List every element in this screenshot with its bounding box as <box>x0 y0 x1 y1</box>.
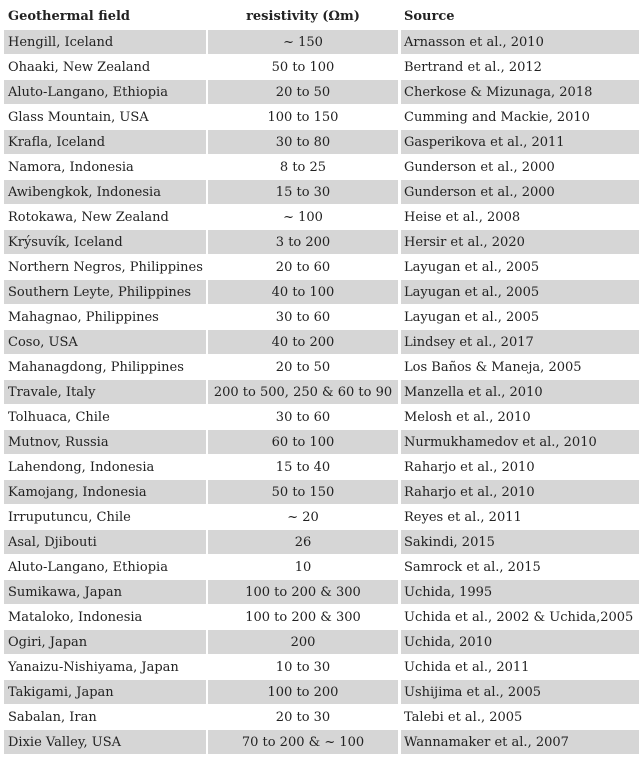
cell-source: Nurmukhamedov et al., 2010 <box>401 430 639 455</box>
cell-source: Layugan et al., 2005 <box>401 255 639 280</box>
cell-source: Los Baños & Maneja, 2005 <box>401 355 639 380</box>
cell-resistivity: 40 to 200 <box>208 330 398 355</box>
cell-geothermal-field: Rotokawa, New Zealand <box>4 205 206 230</box>
table-row <box>4 30 639 55</box>
table-body <box>4 30 639 755</box>
table-row <box>4 655 639 680</box>
table-row <box>4 705 639 730</box>
cell-resistivity: 40 to 100 <box>208 280 398 305</box>
cell-source: Bertrand et al., 2012 <box>401 55 639 80</box>
cell-geothermal-field: Mutnov, Russia <box>4 430 206 455</box>
table-row <box>4 580 639 605</box>
cell-source: Layugan et al., 2005 <box>401 305 639 330</box>
header-geothermal-field: Geothermal field <box>4 4 206 30</box>
cell-geothermal-field: Takigami, Japan <box>4 680 206 705</box>
cell-geothermal-field: Lahendong, Indonesia <box>4 455 206 480</box>
table-row <box>4 180 639 205</box>
cell-resistivity: 15 to 40 <box>208 455 398 480</box>
cell-resistivity: 8 to 25 <box>208 155 398 180</box>
table-row <box>4 455 639 480</box>
cell-source: Samrock et al., 2015 <box>401 555 639 580</box>
cell-resistivity: 100 to 150 <box>208 105 398 130</box>
table-row <box>4 205 639 230</box>
cell-geothermal-field: Aluto-Langano, Ethiopia <box>4 555 206 580</box>
cell-resistivity: 20 to 60 <box>208 255 398 280</box>
cell-source: Wannamaker et al., 2007 <box>401 730 639 755</box>
table-row <box>4 255 639 280</box>
table-row <box>4 505 639 530</box>
cell-source: Cherkose & Mizunaga, 2018 <box>401 80 639 105</box>
cell-geothermal-field: Mahagnao, Philippines <box>4 305 206 330</box>
table-row <box>4 355 639 380</box>
cell-source: Manzella et al., 2010 <box>401 380 639 405</box>
cell-source: Layugan et al., 2005 <box>401 280 639 305</box>
cell-geothermal-field: Coso, USA <box>4 330 206 355</box>
table-row <box>4 380 639 405</box>
cell-geothermal-field: Aluto-Langano, Ethiopia <box>4 80 206 105</box>
table-header-row <box>4 4 639 30</box>
cell-resistivity: 50 to 100 <box>208 55 398 80</box>
cell-source: Reyes et al., 2011 <box>401 505 639 530</box>
cell-resistivity: 30 to 60 <box>208 305 398 330</box>
table-row <box>4 630 639 655</box>
cell-resistivity: 100 to 200 & 300 <box>208 580 398 605</box>
cell-resistivity: 100 to 200 & 300 <box>208 605 398 630</box>
table-row <box>4 105 639 130</box>
cell-source: Uchida, 1995 <box>401 580 639 605</box>
cell-geothermal-field: Krafla, Iceland <box>4 130 206 155</box>
cell-resistivity: 30 to 80 <box>208 130 398 155</box>
cell-geothermal-field: Northern Negros, Philippines <box>4 255 206 280</box>
cell-resistivity: 20 to 30 <box>208 705 398 730</box>
cell-source: Talebi et al., 2005 <box>401 705 639 730</box>
cell-resistivity: 20 to 50 <box>208 355 398 380</box>
cell-geothermal-field: Yanaizu-Nishiyama, Japan <box>4 655 206 680</box>
table-row <box>4 55 639 80</box>
cell-geothermal-field: Mataloko, Indonesia <box>4 605 206 630</box>
cell-source: Uchida et al., 2002 & Uchida,2005 <box>401 605 639 630</box>
cell-geothermal-field: Hengill, Iceland <box>4 30 206 55</box>
cell-resistivity: 10 to 30 <box>208 655 398 680</box>
cell-source: Cumming and Mackie, 2010 <box>401 105 639 130</box>
cell-resistivity: 3 to 200 <box>208 230 398 255</box>
cell-resistivity: 50 to 150 <box>208 480 398 505</box>
table-row <box>4 555 639 580</box>
cell-geothermal-field: Ohaaki, New Zealand <box>4 55 206 80</box>
table-row <box>4 680 639 705</box>
table-row <box>4 155 639 180</box>
cell-resistivity: 15 to 30 <box>208 180 398 205</box>
cell-resistivity: 70 to 200 & ~ 100 <box>208 730 398 755</box>
cell-source: Lindsey et al., 2017 <box>401 330 639 355</box>
table-row <box>4 230 639 255</box>
cell-resistivity: 30 to 60 <box>208 405 398 430</box>
cell-geothermal-field: Southern Leyte, Philippines <box>4 280 206 305</box>
table-row <box>4 280 639 305</box>
cell-geothermal-field: Sumikawa, Japan <box>4 580 206 605</box>
cell-source: Ushijima et al., 2005 <box>401 680 639 705</box>
cell-source: Raharjo et al., 2010 <box>401 455 639 480</box>
cell-geothermal-field: Namora, Indonesia <box>4 155 206 180</box>
cell-resistivity: ~ 20 <box>208 505 398 530</box>
cell-resistivity: ~ 150 <box>208 30 398 55</box>
table-row <box>4 130 639 155</box>
cell-source: Arnasson et al., 2010 <box>401 30 639 55</box>
cell-source: Uchida et al., 2011 <box>401 655 639 680</box>
table-row <box>4 530 639 555</box>
cell-resistivity: 100 to 200 <box>208 680 398 705</box>
cell-resistivity: 200 <box>208 630 398 655</box>
cell-geothermal-field: Travale, Italy <box>4 380 206 405</box>
cell-resistivity: 200 to 500, 250 & 60 to 90 <box>208 380 398 405</box>
cell-source: Gunderson et al., 2000 <box>401 180 639 205</box>
cell-geothermal-field: Ogiri, Japan <box>4 630 206 655</box>
cell-source: Heise et al., 2008 <box>401 205 639 230</box>
cell-source: Gunderson et al., 2000 <box>401 155 639 180</box>
header-source: Source <box>401 4 639 30</box>
cell-source: Melosh et al., 2010 <box>401 405 639 430</box>
cell-geothermal-field: Sabalan, Iran <box>4 705 206 730</box>
cell-resistivity: ~ 100 <box>208 205 398 230</box>
cell-geothermal-field: Asal, Djibouti <box>4 530 206 555</box>
cell-geothermal-field: Krýsuvík, Iceland <box>4 230 206 255</box>
cell-geothermal-field: Irruputuncu, Chile <box>4 505 206 530</box>
cell-source: Hersir et al., 2020 <box>401 230 639 255</box>
cell-source: Sakindi, 2015 <box>401 530 639 555</box>
table-row <box>4 330 639 355</box>
table-row <box>4 605 639 630</box>
header-resistivity: resistivity (Ωm) <box>208 4 398 30</box>
cell-source: Raharjo et al., 2010 <box>401 480 639 505</box>
cell-geothermal-field: Glass Mountain, USA <box>4 105 206 130</box>
table-row <box>4 430 639 455</box>
table-row <box>4 405 639 430</box>
cell-resistivity: 20 to 50 <box>208 80 398 105</box>
table-row <box>4 80 639 105</box>
geothermal-resistivity-table <box>4 4 639 755</box>
cell-geothermal-field: Tolhuaca, Chile <box>4 405 206 430</box>
cell-geothermal-field: Mahanagdong, Philippines <box>4 355 206 380</box>
cell-source: Gasperikova et al., 2011 <box>401 130 639 155</box>
table-row <box>4 480 639 505</box>
cell-resistivity: 10 <box>208 555 398 580</box>
cell-resistivity: 60 to 100 <box>208 430 398 455</box>
cell-geothermal-field: Dixie Valley, USA <box>4 730 206 755</box>
cell-geothermal-field: Kamojang, Indonesia <box>4 480 206 505</box>
table-row <box>4 730 639 755</box>
cell-geothermal-field: Awibengkok, Indonesia <box>4 180 206 205</box>
table-row <box>4 305 639 330</box>
cell-source: Uchida, 2010 <box>401 630 639 655</box>
cell-resistivity: 26 <box>208 530 398 555</box>
